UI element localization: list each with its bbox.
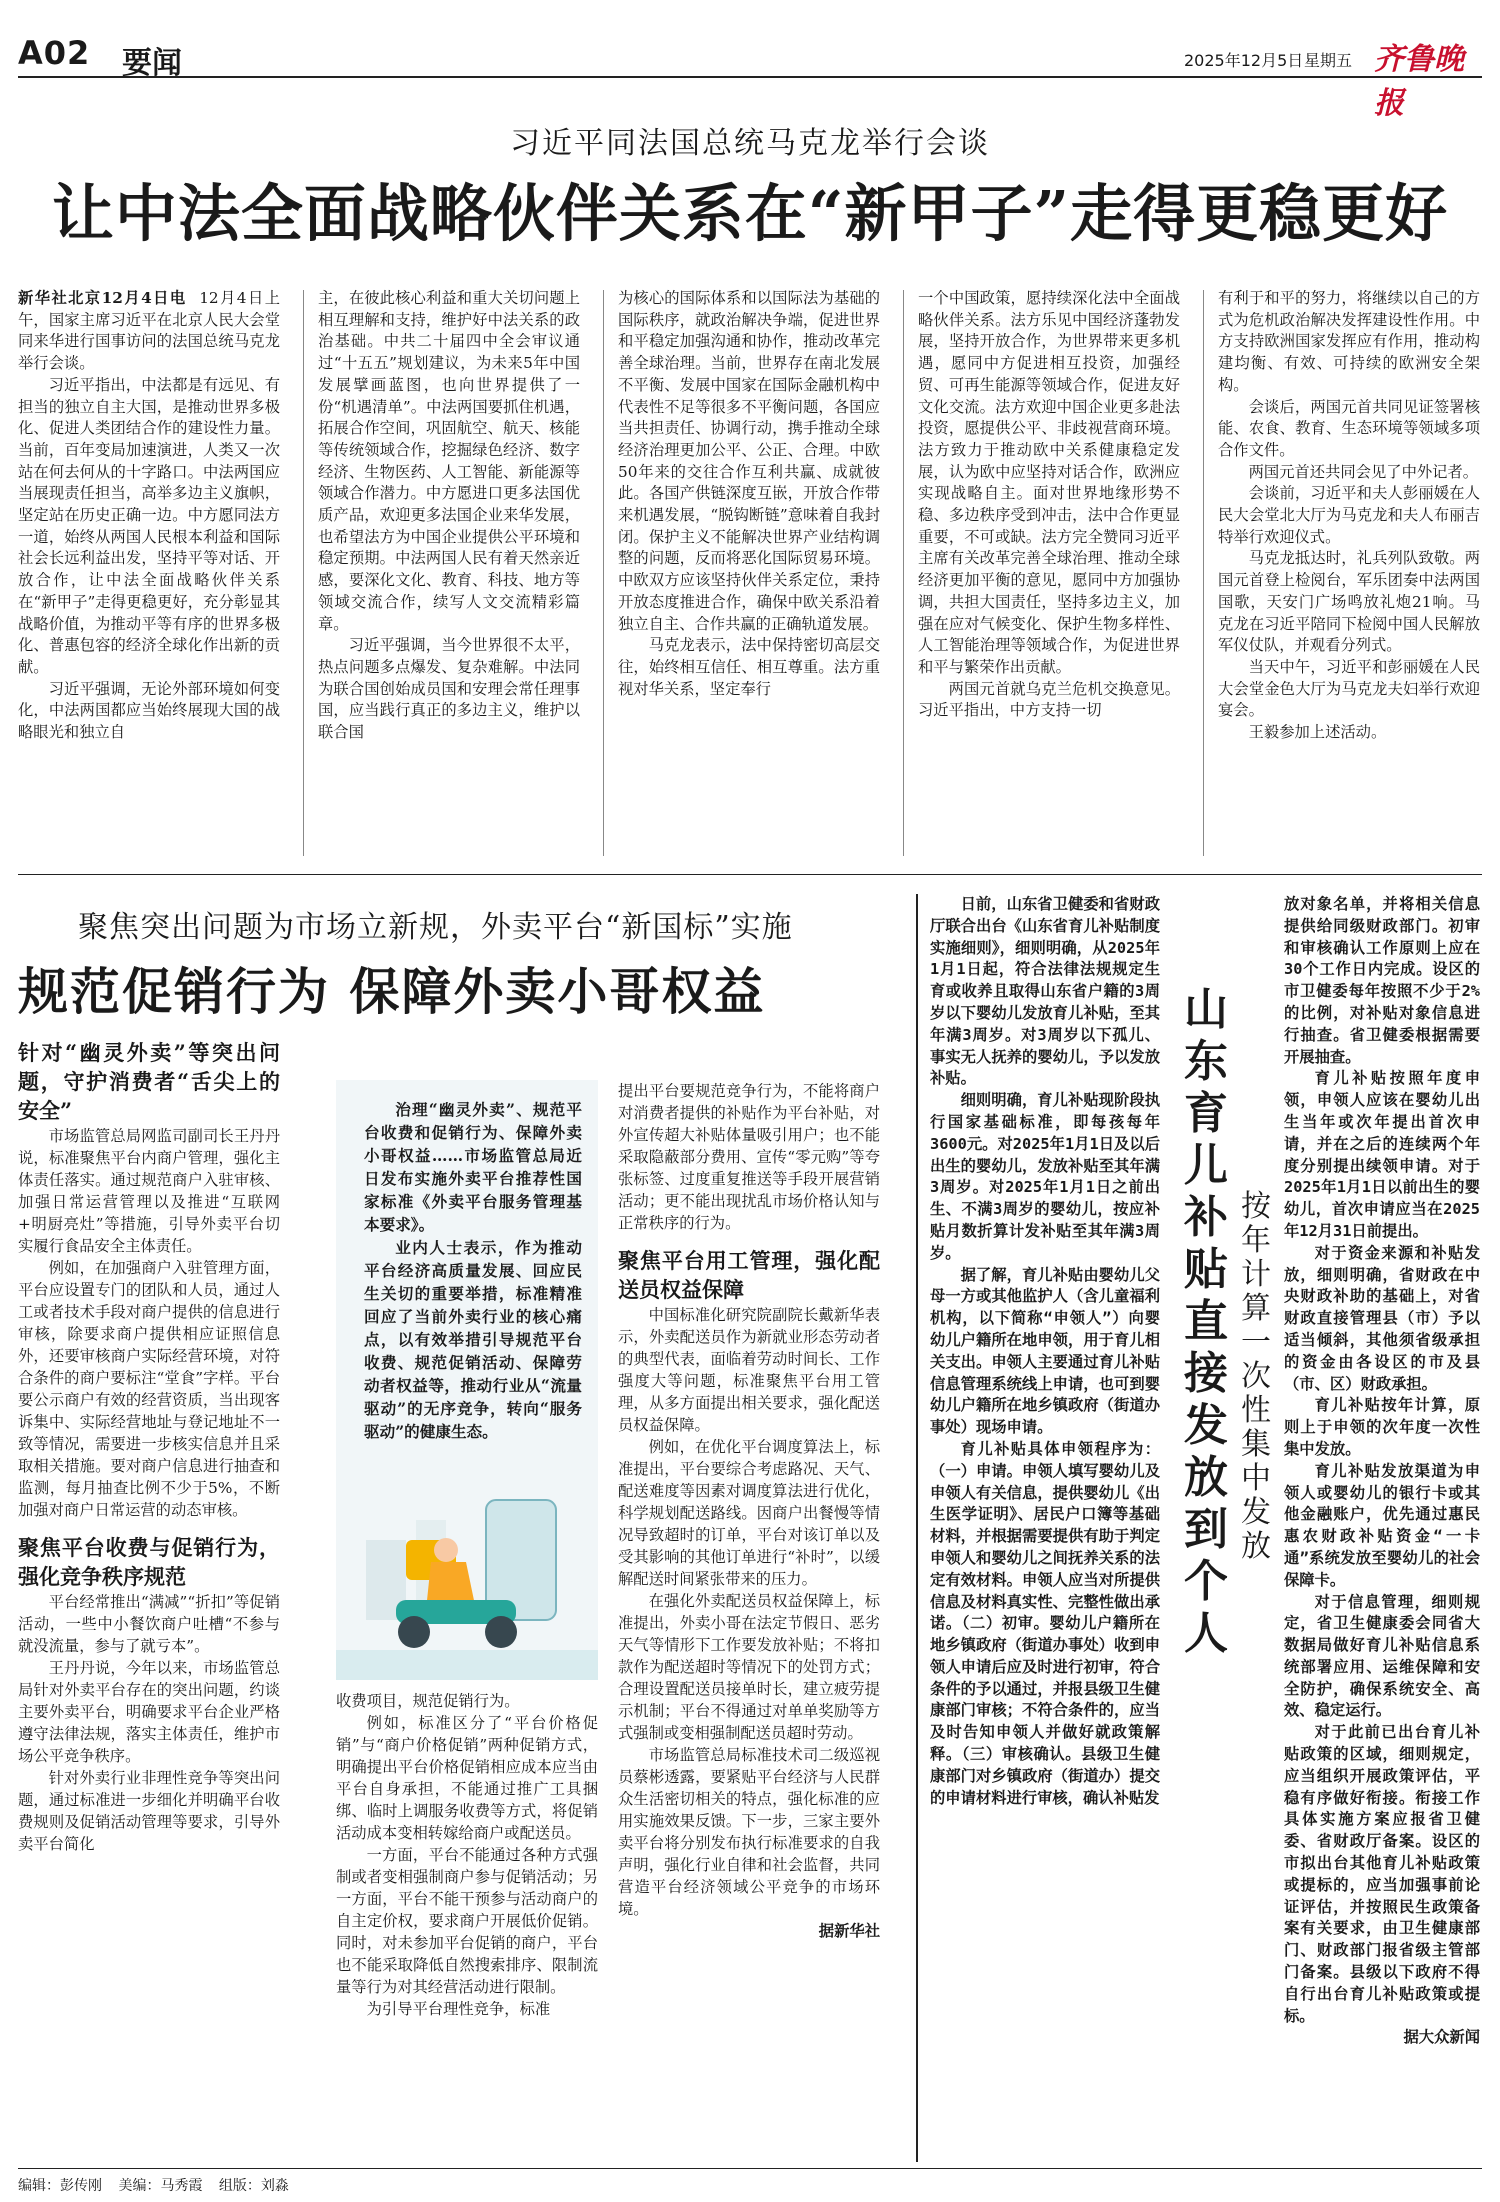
article2-paragraph: 中国标准化研究院副院长戴新华表示，外卖配送员作为新就业形态劳动者的典型代表，面临着劳动时间长、工作强度大等问题，标准聚焦平台用工管理，从多方面提出相关要求，强化配送员权益保障。 bbox=[618, 1306, 880, 1434]
article1-paragraph: 习近平强调，当今世界很不太平，热点问题多点爆发、复杂难解。中法同为联合国创始成员国和安理会常任理事国，应当践行真正的多边主义，维护以联合国 bbox=[318, 636, 580, 742]
article-divider bbox=[916, 894, 918, 2162]
article2-byline: 据新华社 bbox=[818, 1922, 880, 1940]
article1-paragraph: 会谈后，两国元首共同见证签署核能、农食、教育、生态环境等领域多项合作文件。 bbox=[1218, 397, 1480, 459]
issue-date: 2025年12月5日 bbox=[1184, 51, 1304, 70]
article3-headline: 山东育儿补贴直接发放到个人 bbox=[1184, 984, 1228, 1659]
article3-paragraph: 对于资金来源和补贴发放，细则明确，省财政在中央财政补助的基础上，对省财政直接管理县（市）予以适当倾斜，其他须省级承担的资金由各设区的市及县（市、区）财政承担。 bbox=[1284, 1243, 1480, 1393]
article1-paragraph: 会谈前，习近平和夫人彭丽媛在人民大会堂北大厅为马克龙和夫人布丽吉特举行欢迎仪式。 bbox=[1218, 484, 1480, 546]
article3-paragraph: 育儿补贴发放渠道为申领人或婴幼儿的银行卡或其他金融账户，优先通过惠民惠农财政补贴资金“一卡通”系统发放至婴幼儿的社会保障卡。 bbox=[1284, 1461, 1480, 1589]
newspaper-page bbox=[18, 28, 1482, 2194]
article2-paragraph: 一方面，平台不能通过各种方式强制或者变相强制商户参与促销活动；另一方面，平台不能干预参与活动商户的自主定价权，要求商户开展低价促销。同时，对未参加平台促销的商户，平台也不能采取降低自然搜索排序、限制流量等行为对其经营活动进行限制。 bbox=[336, 1846, 598, 1996]
article1-column-1 bbox=[18, 288, 280, 858]
article3-paragraph: 对于此前已出台育儿补贴政策的区域，细则规定，应当组织开展政策评估，平稳有序做好衔接。衔接工作具体实施方案应报省卫健委、省财政厅备案。设区的市拟出台其他育儿补贴政策或提标的，应当加强事前论证评估，并按照民生政策备案有关要求，由卫生健康部门、财政部门报省级主管部门备案。县级以下政府不得自行出台育儿补贴政策或提标。 bbox=[1284, 1723, 1480, 2025]
article1-paragraph: 习近平指出，中法都是有远见、有担当的独立自主大国，是推动世界多极化、促进人类团结合作的建设性力量。当前，百年变局加速演进，人类又一次站在何去何从的十字路口。中法两国应当展现责任担当，高举多边主义旗帜，坚定站在历史正确一边。中方愿同法方一道，始终从两国人民根本利益和国际社会长远利益出发，坚持平等对话、开放合作，让中法全面战略伙伴关系在“新甲子”走得更稳更好，充分彰显其战略价值，为推动平等有序的世界多极化、普惠包容的经济全球化作出新的贡献。 bbox=[18, 375, 280, 676]
section-name: 要闻 bbox=[122, 46, 182, 81]
article1-paragraph: 习近平强调，无论外部环境如何变化，中法两国都应当始终展现大国的战略眼光和独立自 bbox=[18, 679, 280, 742]
article1-paragraph: 主，在彼此核心利益和重大关切问题上相互理解和支持，维护好中法关系的政治基础。中共二十届四中全会审议通过“十五五”规划建议，为未来5年中国发展擘画蓝图，也向世界提供了一份“机遇清单”。中法两国要抓住机遇，拓展合作空间，巩固航空、航天、核能等传统领域合作，挖掘绿色经济、数字经济、生物医药、人工智能、新能源等领域合作潜力。中方愿进口更多法国优质产品，欢迎更多法国企业来华发展，也希望法方为中国企业提供公平环境和稳定预期。中法两国人民有着天然亲近感，要深化文化、教育、科技、地方等领域交流合作，续写人文交流精彩篇章。 bbox=[318, 289, 580, 633]
article2-paragraph: 市场监管总局标准技术司二级巡视员蔡彬透露，要紧贴平台经济与人民群众生活密切相关的特点，强化标准的应用实施效果反馈。下一步，三家主要外卖平台将分别发布执行标准要求的自我声明，强化行业自律和社会监督，共同营造平台经济领域公平竞争的市场环境。 bbox=[618, 1746, 880, 1918]
article2-subheading: 针对“幽灵外卖”等突出问题，守护消费者“舌尖上的安全” bbox=[18, 1040, 280, 1123]
article3-paragraph: 育儿补贴具体申领程序为：（一）申请。申领人填写婴幼儿及申领人有关信息，提供婴幼儿《出生医学证明》、居民户口簿等基础材料，并根据需要提供有助于判定申领人和婴幼儿之间抚养关系的法定有效材料。申领人应当对所提供信息及材料真实性、完整性做出承诺。（二）初审。婴幼儿户籍所在地乡镇政府（街道办事处）收到申领人申请后应及时进行初审，符合条件的予以通过，并报县级卫生健康部门审核；不符合条件的，应当及时告知申领人并做好就政策解释。（三）审核确认。县级卫生健康部门对乡镇政府（街道办）提交的申请材料进行审核，确认补贴发 bbox=[930, 1439, 1160, 1807]
article2-paragraph: 市场监管总局网监司副司长王丹丹说，标准聚焦平台内商户管理，强化主体责任落实。通过规范商户入驻审核、加强日常运营管理以及推进“互联网+明厨亮灶”等措施，引导外卖平台切实履行食品安全主体责任。 bbox=[18, 1127, 280, 1255]
article1-paragraph: 一个中国政策，愿持续深化法中全面战略伙伴关系。法方乐见中国经济蓬勃发展，坚持开放合作，为世界带来更多机遇，愿同中方促进相互投资，加强经贸、可再生能源等领域合作，促进友好文化交流。法方欢迎中国企业更多赴法投资，愿提供公平、非歧视营商环境。法方致力于推动欧中关系健康稳定发展，认为欧中应坚持对话合作，欧洲应实现战略自主。面对世界地缘形势不稳、多边秩序受到冲击，法中合作更显重要，不可或缺。法方完全赞同习近平主席有关改革完善全球治理、推动全球经济更加平衡的意见，愿同中方加强协调，共担大国责任，坚持多边主义，加强在应对气候变化、保护生物多样性、人工智能治理等领域合作，为促进世界和平与繁荣作出贡献。 bbox=[918, 289, 1180, 676]
page-header bbox=[18, 28, 1482, 121]
article2-paragraph: 收费项目，规范促销行为。 bbox=[336, 1692, 520, 1710]
article1-paragraph: 马克龙表示，法中保持密切高层交往，始终相互信任、相互尊重。法方重视对华关系，坚定奉行 bbox=[618, 636, 880, 698]
article1-column-2 bbox=[318, 288, 580, 858]
article2-column-1 bbox=[18, 1038, 280, 2148]
issue-weekday: 星期五 bbox=[1304, 51, 1353, 70]
article3-column-2 bbox=[1284, 894, 1480, 2162]
page-footer bbox=[18, 2168, 1482, 2195]
article3-paragraph: 细则明确，育儿补贴现阶段执行国家基础标准，即每孩每年3600元。对2025年1月1日及以后出生的婴幼儿，发放补贴至其年满3周岁。对2025年1月1日之前出生、不满3周岁的婴幼儿，按应补贴月数折算计发补贴至其年满3周岁。 bbox=[930, 1091, 1160, 1262]
article2-paragraph: 王丹丹说，今年以来，市场监管总局针对外卖平台存在的突出问题，约谈主要外卖平台，明确要求平台企业严格遵守法律法规，落实主体责任，维护市场公平竞争秩序。 bbox=[18, 1659, 280, 1765]
article3-paragraph: 育儿补贴按年计算，原则上于申领的次年度一次性集中发放。 bbox=[1284, 1396, 1480, 1458]
article1-paragraph: 12月4日上午，国家主席习近平在北京人民大会堂同来华进行国事访问的法国总统马克龙举行会谈。 bbox=[18, 289, 280, 373]
footer-proofreader: 组版：刘淼 bbox=[218, 2178, 289, 2194]
article2-column-2 bbox=[336, 1690, 598, 2148]
column-divider bbox=[1203, 290, 1204, 856]
article1-paragraph: 马克龙抵达时，礼兵列队致敬。两国元首登上检阅台，军乐团奏中法两国国歌，天安门广场鸣放礼炮21响。马克龙在习近平陪同下检阅中国人民解放军仪仗队，并观看分列式。 bbox=[1218, 549, 1480, 655]
article2-subheading: 聚焦平台用工管理，强化配送员权益保障 bbox=[618, 1248, 880, 1302]
article3-subheadline: 按年计算一次性集中发放 bbox=[1241, 1189, 1271, 1564]
article1-column-5 bbox=[1218, 288, 1480, 858]
article1-paragraph: 两国元首还共同会见了中外记者。 bbox=[1248, 462, 1479, 481]
article1-paragraph: 有利于和平的努力，将继续以自己的方式为危机政治解决发挥建设性作用。中方支持欧洲国家发挥应有作用，推动构建均衡、有效、可持续的欧洲安全架构。 bbox=[1218, 289, 1480, 394]
article2-kicker: 聚焦突出问题为市场立新规，外卖平台“新国标”实施 bbox=[78, 910, 793, 945]
article1-paragraph: 王毅参加上述活动。 bbox=[1248, 723, 1387, 742]
article2-subheading: 聚焦平台收费与促销行为，强化竞争秩序规范 bbox=[18, 1535, 280, 1589]
article2-paragraph: 提出平台要规范竞争行为，不能将商户对消费者提供的补贴作为平台补贴，对外宣传超大补贴体量吸引用户；也不能采取隐蔽部分费用、宣传“零元购”等夸张标签、过度重复推送等手段开展营销活动；更不能出现扰乱市场价格认知与正常秩序的行为。 bbox=[618, 1082, 880, 1232]
article2-headline: 规范促销行为 保障外卖小哥权益 bbox=[18, 962, 766, 1021]
article2-paragraph: 例如，在加强商户入驻管理方面，平台应设置专门的团队和人员，通过人工或者技术手段对商户提供的信息进行审核，除要求商户提供相应证照信息外，还要审核商户实际经营环境，对符合条件的商户要标注“堂食”字样。平台要公示商户有效的经营资质，当出现客诉集中、实际经营地址与登记地址不一致等情况，需要进一步核实信息并且采取相关措施。要对商户信息进行抽查和监测，每月抽查比例不少于5%，不断加强对商户日常运营的动态审核。 bbox=[18, 1259, 280, 1519]
article1-headline: 让中法全面战略伙伴关系在“新甲子”走得更稳更好 bbox=[51, 177, 1449, 250]
article1-paragraph: 当天中午，习近平和彭丽媛在人民大会堂金色大厅为马克龙夫妇举行欢迎宴会。 bbox=[1218, 657, 1480, 720]
article1-column-4 bbox=[918, 288, 1180, 858]
article1-paragraph: 为核心的国际体系和以国际法为基础的国际秩序，就政治解决争端，促进世界和平稳定加强沟通和协作，推动改革完善全球治理。当前，世界存在南北发展不平衡、发展中国家在国际金融机构中代表性不足等很多不平衡问题，各国应当共担责任、协调行动，携手推动全球经济治理更加公平、公正、合理。中欧50年来的交往合作互利共赢、成就彼此。各国产供链深度互嵌，开放合作带来机遇发展，“脱钩断链”意味着自我封闭。保护主义不能解决世界产业结构调整的问题，反而将恶化国际贸易环境。中欧双方应该坚持伙伴关系定位，秉持开放态度推进合作，确保中欧关系沿着独立自主、合作共赢的正确轨道发展。 bbox=[618, 289, 880, 633]
article2-paragraph: 例如，标准区分了“平台价格促销”与“商户价格促销”两种促销方式，明确提出平台价格促销相应成本应当由平台自身承担，不能通过推广工具捆绑、临时上调服务收费等方式，将促销活动成本变相转嫁给商户或配送员。 bbox=[336, 1714, 598, 1842]
column-divider bbox=[303, 290, 304, 856]
article3-paragraph: 日前，山东省卫健委和省财政厅联合出台《山东省育儿补贴制度实施细则》，细则明确，从2025年1月1日起，符合法律法规规定生育或收养且取得山东省户籍的3周岁以下婴幼儿发放育儿补贴，至其年满3周岁。对3周岁以下孤儿、事实无人抚养的婴幼儿，予以发放补贴。 bbox=[930, 895, 1160, 1088]
article2-paragraph: 例如，在优化平台调度算法上，标准提出，平台要综合考虑路况、天气、配送难度等因素对调度算法进行优化，科学规划配送路线。因商户出餐慢等情况导致超时的订单，平台对该订单以及受其影响的其他订单进行“补时”，以缓解配送时间紧张带来的压力。 bbox=[618, 1438, 880, 1588]
page-number: A02 bbox=[18, 34, 91, 72]
column-divider bbox=[903, 290, 904, 856]
article1-paragraph: 两国元首就乌克兰危机交换意见。习近平指出，中方支持一切 bbox=[918, 679, 1180, 720]
article2-paragraph: 为引导平台理性竞争，标准 bbox=[366, 2000, 551, 2018]
article1-dateline: 新华社北京12月4日电 bbox=[18, 289, 187, 307]
article2-paragraph: 平台经常推出“满减”“折扣”等促销活动，一些中小餐饮商户吐槽“不参与就没流量，参与了就亏本”。 bbox=[18, 1593, 280, 1655]
article3-paragraph: 放对象名单，并将相关信息提供给同级财政部门。初审和审核确认工作原则上应在30个工作日内完成。设区的市卫健委每年按照不少于2%的比例，对补贴对象信息进行抽查。省卫健委根据需要开展抽查。 bbox=[1284, 895, 1480, 1066]
article3-paragraph: 育儿补贴按照年度申领，申领人应该在婴幼儿出生当年或次年提出首次申请，并在之后的连续两个年度分别提出续领申请。对于2025年1月1日以前出生的婴幼儿，首次申请应当在2025年12月31日前提出。 bbox=[1284, 1069, 1480, 1240]
article1-kicker: 习近平同法国总统马克龙举行会谈 bbox=[510, 126, 990, 161]
newspaper-logo: 齐鲁晚报 bbox=[1374, 42, 1464, 121]
article2-paragraph: 针对外卖行业非理性竞争等突出问题，通过标准进一步细化并明确平台收费规则及促销活动管理等要求，引导外卖平台简化 bbox=[18, 1769, 280, 1853]
article3-column-1 bbox=[930, 894, 1160, 2162]
column-divider bbox=[603, 290, 604, 856]
article2-sidebar bbox=[336, 1080, 598, 1680]
article2-column-3 bbox=[618, 1080, 880, 2148]
delivery-rider-illustration bbox=[336, 1480, 598, 1680]
article3-paragraph: 据了解，育儿补贴由婴幼儿父母一方或其他监护人（含儿童福利机构，以下简称“申领人”）向婴幼儿户籍所在地申领，用于育儿相关支出。申领人主要通过育儿补贴信息管理系统线上申请，也可到婴幼儿户籍所在地乡镇政府（街道办事处）现场申请。 bbox=[930, 1265, 1160, 1437]
section-divider bbox=[18, 874, 1482, 875]
footer-editor: 编辑：彭传刚 bbox=[18, 2178, 102, 2194]
footer-designer: 美编：马秀霞 bbox=[118, 2178, 203, 2194]
sidebar-paragraph: 治理“幽灵外卖”、规范平台收费和促销行为、保障外卖小哥权益……市场监管总局近日发布实施外卖平台推荐性国家标准《外卖平台服务管理基本要求》。 bbox=[364, 1100, 582, 1234]
article3-byline: 据大众新闻 bbox=[1403, 2028, 1480, 2047]
article3-paragraph: 对于信息管理，细则规定，省卫生健康委会同省大数据局做好育儿补贴信息系统部署应用、运维保障和安全防护，确保系统安全、高效、稳定运行。 bbox=[1284, 1592, 1480, 1720]
sidebar-paragraph: 业内人士表示，作为推动平台经济高质量发展、回应民生关切的重要举措，标准精准回应了当前外卖行业的核心痛点，以有效举措引导规范平台收费、规范促销活动、保障劳动者权益等，推动行业从“流量驱动”的无序竞争，转向“服务驱动”的健康生态。 bbox=[364, 1238, 582, 1441]
article1-column-3 bbox=[618, 288, 880, 858]
article2-paragraph: 在强化外卖配送员权益保障上，标准提出，外卖小哥在法定节假日、恶劣天气等情形下工作要发放补贴；不将扣款作为配送超时等情况下的处罚方式；合理设置配送员接单时长，建立疲劳提示机制；平台不得通过对单单奖励等方式强制或变相强制配送员超时劳动。 bbox=[618, 1592, 880, 1742]
